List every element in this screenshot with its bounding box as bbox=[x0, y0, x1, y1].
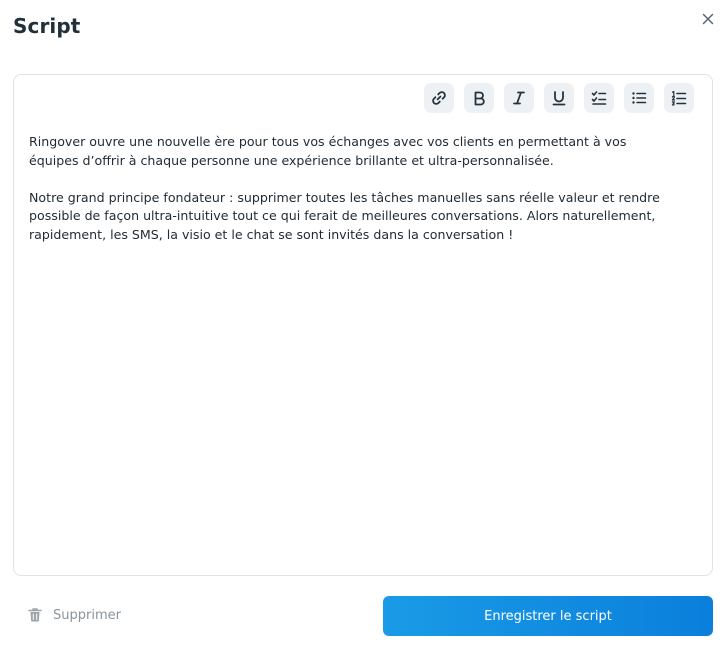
bullet-list-icon bbox=[630, 89, 648, 107]
close-button[interactable] bbox=[699, 10, 717, 28]
editor-text-area[interactable] bbox=[29, 133, 679, 263]
link-icon bbox=[430, 89, 448, 107]
numbered-list-icon bbox=[670, 89, 688, 107]
numbered-list-button[interactable] bbox=[664, 83, 694, 113]
script-editor[interactable] bbox=[13, 74, 713, 576]
underline-button[interactable] bbox=[544, 83, 574, 113]
close-icon[interactable] bbox=[702, 13, 714, 25]
save-script-button[interactable]: Enregistrer le script bbox=[383, 596, 713, 636]
editor-paragraph: Notre grand principe fondateur : supprimer toutes les tâches manuelles sans réelle valeur et rendre possible de façon ultra-intuitive tout ce qui ferait de meilleures conversations. Alors naturellement, rapidement, les SMS, la visio et le chat se sont invités dans la conversation ! bbox=[29, 189, 660, 242]
checklist-button[interactable] bbox=[584, 83, 614, 113]
editor-paragraph: Ringover ouvre une nouvelle ère pour tous vos échanges avec vos clients en permettant à vos équipes d’offrir à chaque personne une expérience brillante et ultra-personnalisée. bbox=[29, 134, 627, 168]
bold-icon bbox=[470, 89, 488, 107]
trash-icon bbox=[28, 607, 42, 623]
delete-label: Supprimer bbox=[53, 607, 121, 623]
bold-button[interactable] bbox=[464, 83, 494, 113]
bullet-list-button[interactable] bbox=[624, 83, 654, 113]
italic-icon bbox=[510, 89, 528, 107]
delete-button[interactable] bbox=[28, 607, 121, 623]
editor-toolbar bbox=[424, 83, 694, 113]
underline-icon bbox=[550, 89, 568, 107]
link-button[interactable] bbox=[424, 83, 454, 113]
italic-button[interactable] bbox=[504, 83, 534, 113]
modal-title: Script bbox=[13, 14, 81, 38]
checklist-icon bbox=[590, 89, 608, 107]
